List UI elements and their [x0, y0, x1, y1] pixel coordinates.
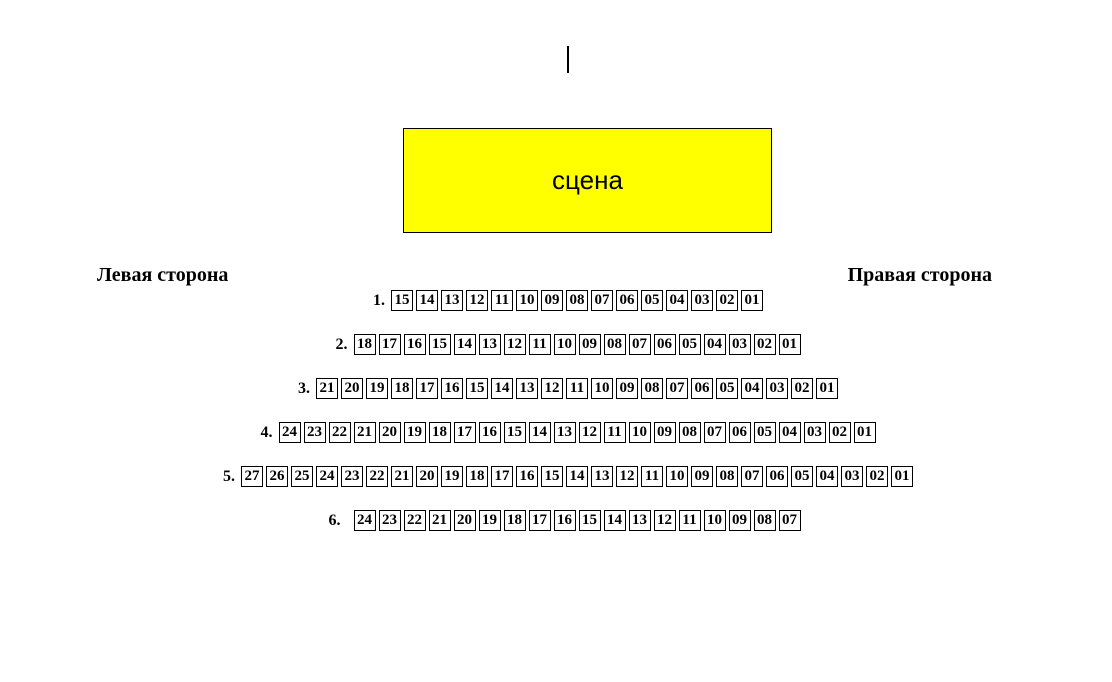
- seat[interactable]: 17: [416, 378, 438, 399]
- seat-row-3: [0, 378, 1112, 399]
- seat-row-2: [0, 334, 1112, 355]
- seat[interactable]: 02: [754, 334, 776, 355]
- seat[interactable]: 11: [566, 378, 588, 399]
- seat[interactable]: 06: [691, 378, 713, 399]
- seat[interactable]: 02: [791, 378, 813, 399]
- row-number-label: 4.: [260, 423, 273, 441]
- seat[interactable]: 21: [354, 422, 376, 443]
- seat[interactable]: 13: [479, 334, 501, 355]
- seat[interactable]: 10: [629, 422, 651, 443]
- seat[interactable]: 07: [779, 510, 801, 531]
- seat[interactable]: 03: [841, 466, 863, 487]
- seat[interactable]: 06: [729, 422, 751, 443]
- seat[interactable]: 03: [691, 290, 713, 311]
- seat[interactable]: 13: [591, 466, 613, 487]
- seat[interactable]: 19: [441, 466, 463, 487]
- seat[interactable]: 16: [441, 378, 463, 399]
- seat[interactable]: 13: [441, 290, 463, 311]
- seat[interactable]: 18: [466, 466, 488, 487]
- seat[interactable]: 09: [616, 378, 638, 399]
- seat[interactable]: 25: [291, 466, 313, 487]
- seat[interactable]: 24: [279, 422, 301, 443]
- seat[interactable]: 16: [404, 334, 426, 355]
- seat[interactable]: 12: [466, 290, 488, 311]
- seat[interactable]: 15: [504, 422, 526, 443]
- seat-row-5: [0, 466, 1112, 487]
- seat[interactable]: 11: [641, 466, 663, 487]
- seat[interactable]: 03: [804, 422, 826, 443]
- seat[interactable]: 06: [766, 466, 788, 487]
- seat[interactable]: 07: [629, 334, 651, 355]
- seat[interactable]: 07: [704, 422, 726, 443]
- row-number-label: 6.: [328, 511, 341, 529]
- seat[interactable]: 09: [654, 422, 676, 443]
- seat[interactable]: 09: [691, 466, 713, 487]
- row-number-label: 3.: [298, 379, 310, 397]
- seat[interactable]: 18: [429, 422, 451, 443]
- seat[interactable]: 13: [554, 422, 576, 443]
- seat[interactable]: 04: [779, 422, 801, 443]
- seat[interactable]: 13: [516, 378, 538, 399]
- seat[interactable]: 14: [529, 422, 551, 443]
- seat[interactable]: 12: [579, 422, 601, 443]
- seat[interactable]: 05: [791, 466, 813, 487]
- seat[interactable]: 21: [429, 510, 451, 531]
- seat[interactable]: 18: [504, 510, 526, 531]
- seat[interactable]: 14: [566, 466, 588, 487]
- seat[interactable]: 22: [329, 422, 351, 443]
- seat[interactable]: 05: [754, 422, 776, 443]
- seat[interactable]: 09: [729, 510, 751, 531]
- seat[interactable]: 11: [529, 334, 551, 355]
- text-cursor: [567, 46, 569, 73]
- seat[interactable]: 27: [241, 466, 263, 487]
- seat[interactable]: 15: [429, 334, 451, 355]
- seat[interactable]: 17: [529, 510, 551, 531]
- row-number-label: 5.: [223, 467, 235, 485]
- seat[interactable]: 17: [379, 334, 401, 355]
- seat[interactable]: 01: [891, 466, 913, 487]
- seat[interactable]: 15: [466, 378, 488, 399]
- seat[interactable]: 18: [391, 378, 413, 399]
- seat[interactable]: 21: [391, 466, 413, 487]
- seat[interactable]: 14: [454, 334, 476, 355]
- seat[interactable]: 07: [591, 290, 613, 311]
- seat[interactable]: 26: [266, 466, 288, 487]
- seat[interactable]: 22: [404, 510, 426, 531]
- seat[interactable]: 19: [366, 378, 388, 399]
- seat[interactable]: 02: [866, 466, 888, 487]
- seat[interactable]: 20: [379, 422, 401, 443]
- seat[interactable]: 05: [679, 334, 701, 355]
- seat[interactable]: 24: [354, 510, 376, 531]
- seat[interactable]: 12: [541, 378, 563, 399]
- seat[interactable]: 04: [666, 290, 688, 311]
- seat[interactable]: 10: [591, 378, 613, 399]
- seat[interactable]: 13: [629, 510, 651, 531]
- seat[interactable]: 14: [491, 378, 513, 399]
- stage-label: сцена: [552, 165, 623, 195]
- seat[interactable]: 07: [741, 466, 763, 487]
- seat[interactable]: 02: [829, 422, 851, 443]
- seat[interactable]: 02: [716, 290, 738, 311]
- seat[interactable]: 15: [391, 290, 413, 311]
- seat[interactable]: 20: [416, 466, 438, 487]
- seat-row-4: [0, 422, 1112, 443]
- seat[interactable]: 05: [641, 290, 663, 311]
- seat[interactable]: 10: [666, 466, 688, 487]
- seat[interactable]: 14: [604, 510, 626, 531]
- seat[interactable]: 03: [729, 334, 751, 355]
- seat[interactable]: 24: [316, 466, 338, 487]
- seat[interactable]: 08: [566, 290, 588, 311]
- seat[interactable]: 12: [616, 466, 638, 487]
- left-side-label: Левая сторона: [97, 264, 229, 286]
- seat[interactable]: 19: [479, 510, 501, 531]
- seat[interactable]: 14: [416, 290, 438, 311]
- seat[interactable]: 15: [579, 510, 601, 531]
- seat[interactable]: 09: [579, 334, 601, 355]
- seat[interactable]: 16: [554, 510, 576, 531]
- row-number-label: 2.: [335, 335, 348, 353]
- seat[interactable]: 08: [754, 510, 776, 531]
- seat[interactable]: 06: [654, 334, 676, 355]
- seat[interactable]: 12: [654, 510, 676, 531]
- seat[interactable]: 04: [816, 466, 838, 487]
- seat[interactable]: 20: [454, 510, 476, 531]
- seat[interactable]: 08: [716, 466, 738, 487]
- right-side-label: Правая сторона: [847, 264, 992, 286]
- seat[interactable]: 08: [641, 378, 663, 399]
- seat[interactable]: 23: [304, 422, 326, 443]
- seat[interactable]: 12: [504, 334, 526, 355]
- seat[interactable]: 22: [366, 466, 388, 487]
- seat[interactable]: 09: [541, 290, 563, 311]
- seat[interactable]: 15: [541, 466, 563, 487]
- seat[interactable]: 08: [679, 422, 701, 443]
- seat[interactable]: 20: [341, 378, 363, 399]
- seat[interactable]: 11: [604, 422, 626, 443]
- seat[interactable]: 16: [516, 466, 538, 487]
- seat[interactable]: 07: [666, 378, 688, 399]
- row-number-label: 1.: [373, 291, 385, 309]
- seat[interactable]: 10: [516, 290, 538, 311]
- seat[interactable]: 10: [554, 334, 576, 355]
- stage: [403, 128, 772, 233]
- seat[interactable]: 03: [766, 378, 788, 399]
- seat-row-1: [0, 290, 1112, 311]
- seat[interactable]: 11: [679, 510, 701, 531]
- seat[interactable]: 18: [354, 334, 376, 355]
- seat[interactable]: 05: [716, 378, 738, 399]
- seat[interactable]: 01: [779, 334, 801, 355]
- seat[interactable]: 11: [491, 290, 513, 311]
- seat[interactable]: 16: [479, 422, 501, 443]
- seat[interactable]: 19: [404, 422, 426, 443]
- seat[interactable]: 01: [816, 378, 838, 399]
- seat[interactable]: 08: [604, 334, 626, 355]
- seat[interactable]: 01: [741, 290, 763, 311]
- seat[interactable]: 04: [704, 334, 726, 355]
- seat[interactable]: 23: [341, 466, 363, 487]
- seat[interactable]: 17: [491, 466, 513, 487]
- seat[interactable]: 23: [379, 510, 401, 531]
- seat[interactable]: 01: [854, 422, 876, 443]
- seat[interactable]: 21: [316, 378, 338, 399]
- seat[interactable]: 17: [454, 422, 476, 443]
- seat[interactable]: 04: [741, 378, 763, 399]
- seat-row-6: [0, 510, 1112, 531]
- seat[interactable]: 06: [616, 290, 638, 311]
- seat[interactable]: 10: [704, 510, 726, 531]
